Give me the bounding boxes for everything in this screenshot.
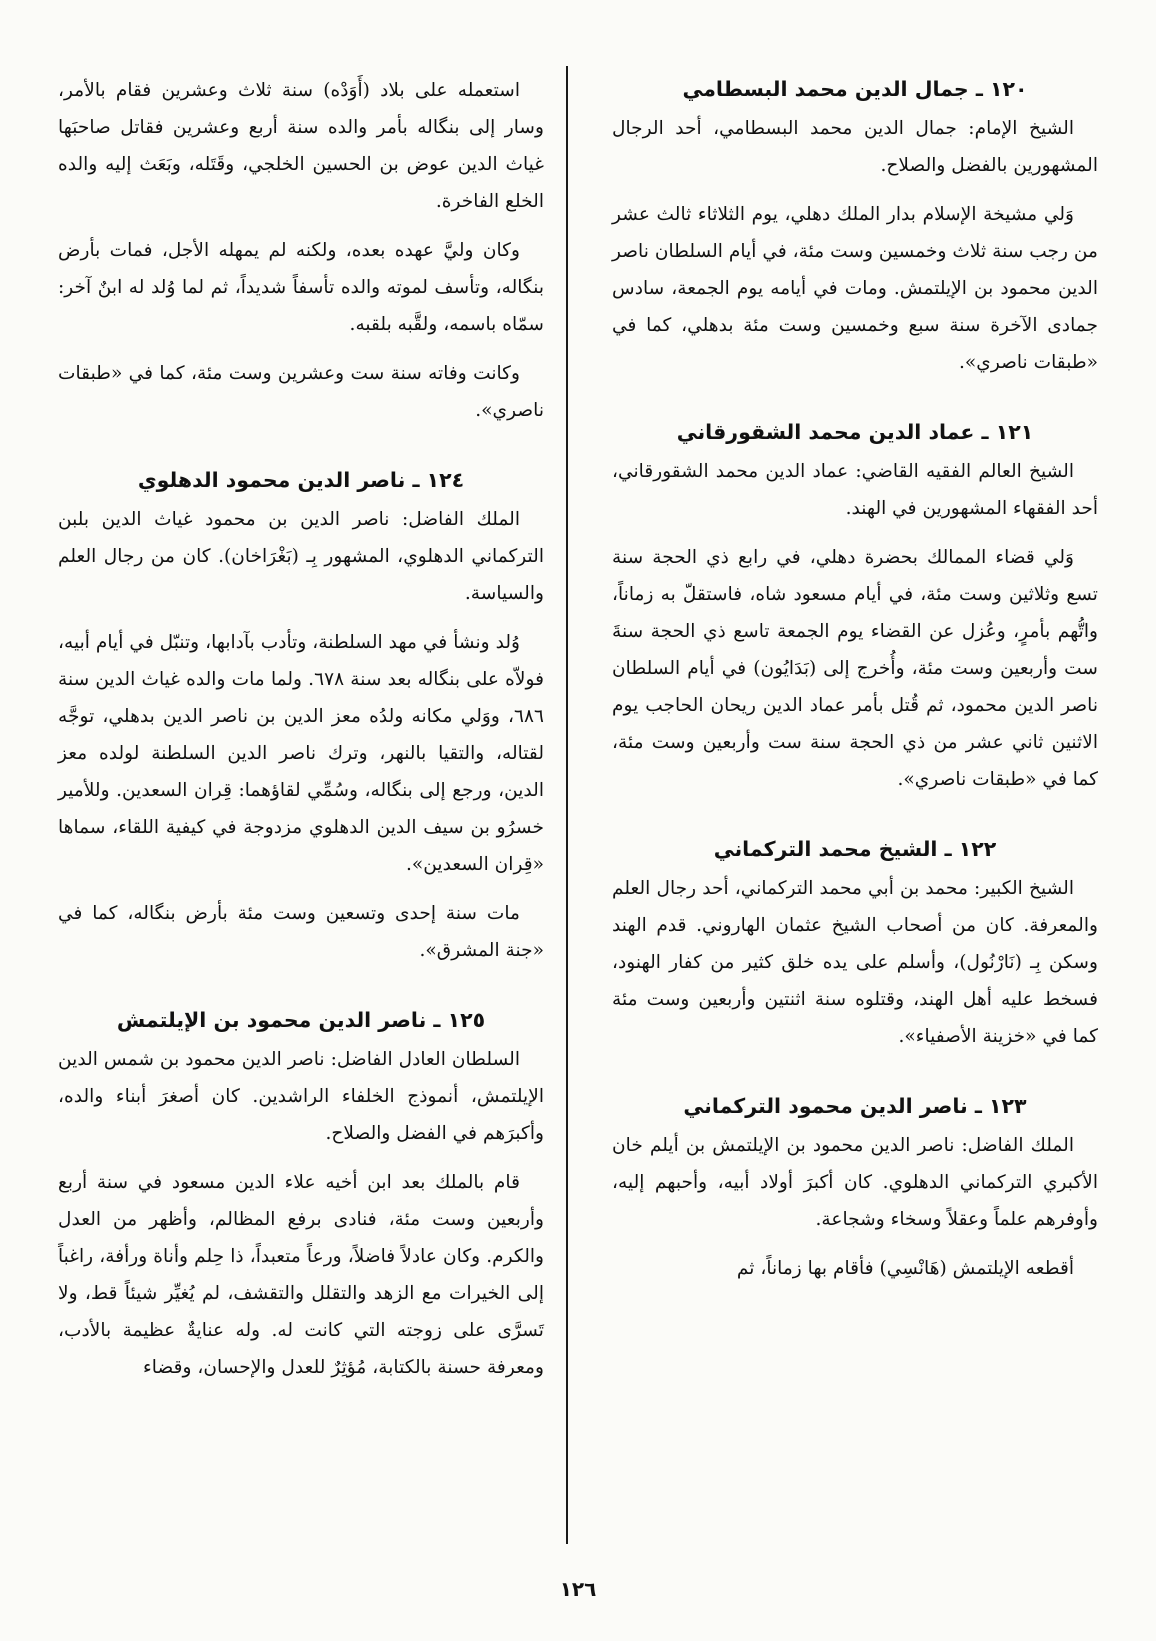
entry-120	[612, 72, 1098, 381]
entry-124	[58, 463, 544, 969]
column-divider	[566, 66, 568, 1544]
entry-paragraph: السلطان العادل الفاضل: ناصر الدين محمود بن شمس الدين الإيلتمش، أنموذج الخلفاء الراشدين. كان أصغرَ أبناء والده، وأكبرَهم في الفضل والصلاح.	[58, 1049, 544, 1144]
entry-paragraph: الملك الفاضل: ناصر الدين محمود بن الإيلتمش بن أيلم خان الأكبري التركماني الدهلوي. كان أكبرَ أولاد أبيه، وأحبهم إليه، وأوفرهم علماً وعقلاً وسخاء وشجاعة.	[612, 1135, 1098, 1230]
entry-heading: ١٢٥ ـ ناصر الدين محمود بن الإيلتمش	[116, 1008, 486, 1032]
entry-paragraph: الشيخ الإمام: جمال الدين محمد البسطامي، أحد الرجال المشهورين بالفضل والصلاح.	[612, 118, 1098, 176]
entry-paragraph: وَلي مشيخة الإسلام بدار الملك دهلي، يوم الثلاثاء ثالث عشر من رجب سنة ثلاث وخمسين وست مئة، في أيام السلطان ناصر الدين محمود بن الإيلتمش. ومات في أيامه يوم الجمعة، سادس جمادى الآخرة سنة سبع وخمسين وست مئة بدهلي، كما في «طبقات ناصري».	[612, 204, 1098, 373]
entry-paragraph: قام بالملك بعد ابن أخيه علاء الدين مسعود في سنة أربع وأربعين وست مئة، فنادى برفع المظالم، وأظهر من العدل والكرم. وكان عادلاً فاضلاً، ورعاً متعبداً، ذا حِلم وأناة ورأفة، راغباً إلى الخيرات مع الزهد والتقلل والتقشف، لم يُغيِّر شيئاً قط، ولا تَسرَّى على زوجته التي كانت له. وله عنايةٌ عظيمة بالأدب، ومعرفة حسنة بالكتابة، مُؤثِرٌ للعدل والإحسان، وقضاء	[58, 1172, 544, 1378]
entry-123	[612, 1089, 1098, 1287]
entry-paragraph: أقطعه الإيلتمش (هَانْسِي) فأقام بها زماناً، ثم	[736, 1258, 1074, 1279]
entry-heading: ١٢٣ ـ ناصر الدين محمود التركماني	[683, 1094, 1027, 1118]
entry-125	[58, 1003, 544, 1386]
entry-paragraph: وَلي قضاء الممالك بحضرة دهلي، في رابع ذي الحجة سنة تسع وثلاثين وست مئة، في أيام مسعود شاه، فاستقلّ به زماناً، واتُّهم بأمرٍ، وعُزل عن القضاء يوم الجمعة تاسع ذي الحجة سنةَ ست وأربعين وست مئة، وأُخرج إلى (بَدَايُون) في أيام السلطان ناصر الدين محمود، ثم قُتل بأمر عماد الدين ريحان الحاجب يوم الاثنين ثاني عشر من ذي الحجة سنة ست وأربعين وست مئة، كما في «طبقات ناصري».	[612, 547, 1098, 790]
page-number: ١٢٦	[559, 1577, 597, 1601]
entry-paragraph: الملك الفاضل: ناصر الدين بن محمود غياث الدين بلبن التركماني الدهلوي، المشهور بِـ (بَغْرَاخان). كان من رجال العلم والسياسة.	[58, 509, 544, 604]
entry-paragraph: وكانت وفاته سنة ست وعشرين وست مئة، كما في «طبقات ناصري».	[58, 363, 544, 421]
entry-heading: ١٢٢ ـ الشيخ محمد التركماني	[713, 837, 997, 861]
left-column	[58, 72, 544, 1420]
entry-paragraph: الشيخ الكبير: محمد بن أبي محمد التركماني، أحد رجال العلم والمعرفة. كان من أصحاب الشيخ عثمان الهاروني. قدم الهند وسكن بِـ (نَارْنُول)، وأسلم على يده خلق كثير من كفار الهنود، فسخط عليه أهل الهند، وقتلوه سنة اثنتين وأربعين وست مئة كما في «خزينة الأصفياء».	[612, 878, 1098, 1047]
entry-paragraph: وكان وليَّ عهده بعده، ولكنه لم يمهله الأجل، فمات بأرض بنگاله، وتأسف لموته والده تأسفاً شديداً، ثم لما وُلد له ابنٌ آخر: سمّاه باسمه، ولقَّبه بلقبه.	[58, 240, 544, 335]
right-column	[612, 72, 1098, 1321]
entry-heading: ١٢٤ ـ ناصر الدين محمود الدهلوي	[137, 468, 465, 492]
entry-paragraph: الشيخ العالم الفقيه القاضي: عماد الدين محمد الشقورقاني، أحد الفقهاء المشهورين في الهند.	[612, 461, 1098, 519]
entry-paragraph: استعمله على بلاد (أَوَدْه) سنة ثلاث وعشرين فقام بالأمر، وسار إلى بنگاله بأمر والده سنة أربع وعشرين فقاتل صاحبَها غياث الدين عوض بن الحسين الخلجي، وقَتَله، وبَعَث إليه والده الخلع الفاخرة.	[58, 80, 544, 212]
entry-heading: ١٢٠ ـ جمال الدين محمد البسطامي	[682, 77, 1028, 101]
entry-122	[612, 832, 1098, 1055]
entry-paragraph: وُلد ونشأ في مهد السلطنة، وتأدب بآدابها، وتنبّل في أيام أبيه، فولاّه على بنگاله بعد سنة ٦٧٨. ولما مات والده غياث الدين سنة ٦٨٦، ووَلي مكانه ولدُه معز الدين بن ناصر الدين بدهلي، توجَّه لقتاله، والتقيا بالنهر، وترك ناصر الدين السلطنة لولده معز الدين، ورجع إلى بنگاله، وسُمِّي لقاؤهما: قِران السعدين. وللأمير خسرُو بن سيف الدين الدهلوي مزدوجة في كيفية اللقاء، سماها «قِران السعدين».	[58, 632, 544, 875]
entry-121	[612, 415, 1098, 798]
entry-123-continued	[58, 72, 544, 429]
entry-paragraph: مات سنة إحدى وتسعين وست مئة بأرض بنگاله، كما في «جنة المشرق».	[58, 903, 544, 961]
entry-heading: ١٢١ ـ عماد الدين محمد الشقورقاني	[676, 420, 1034, 444]
